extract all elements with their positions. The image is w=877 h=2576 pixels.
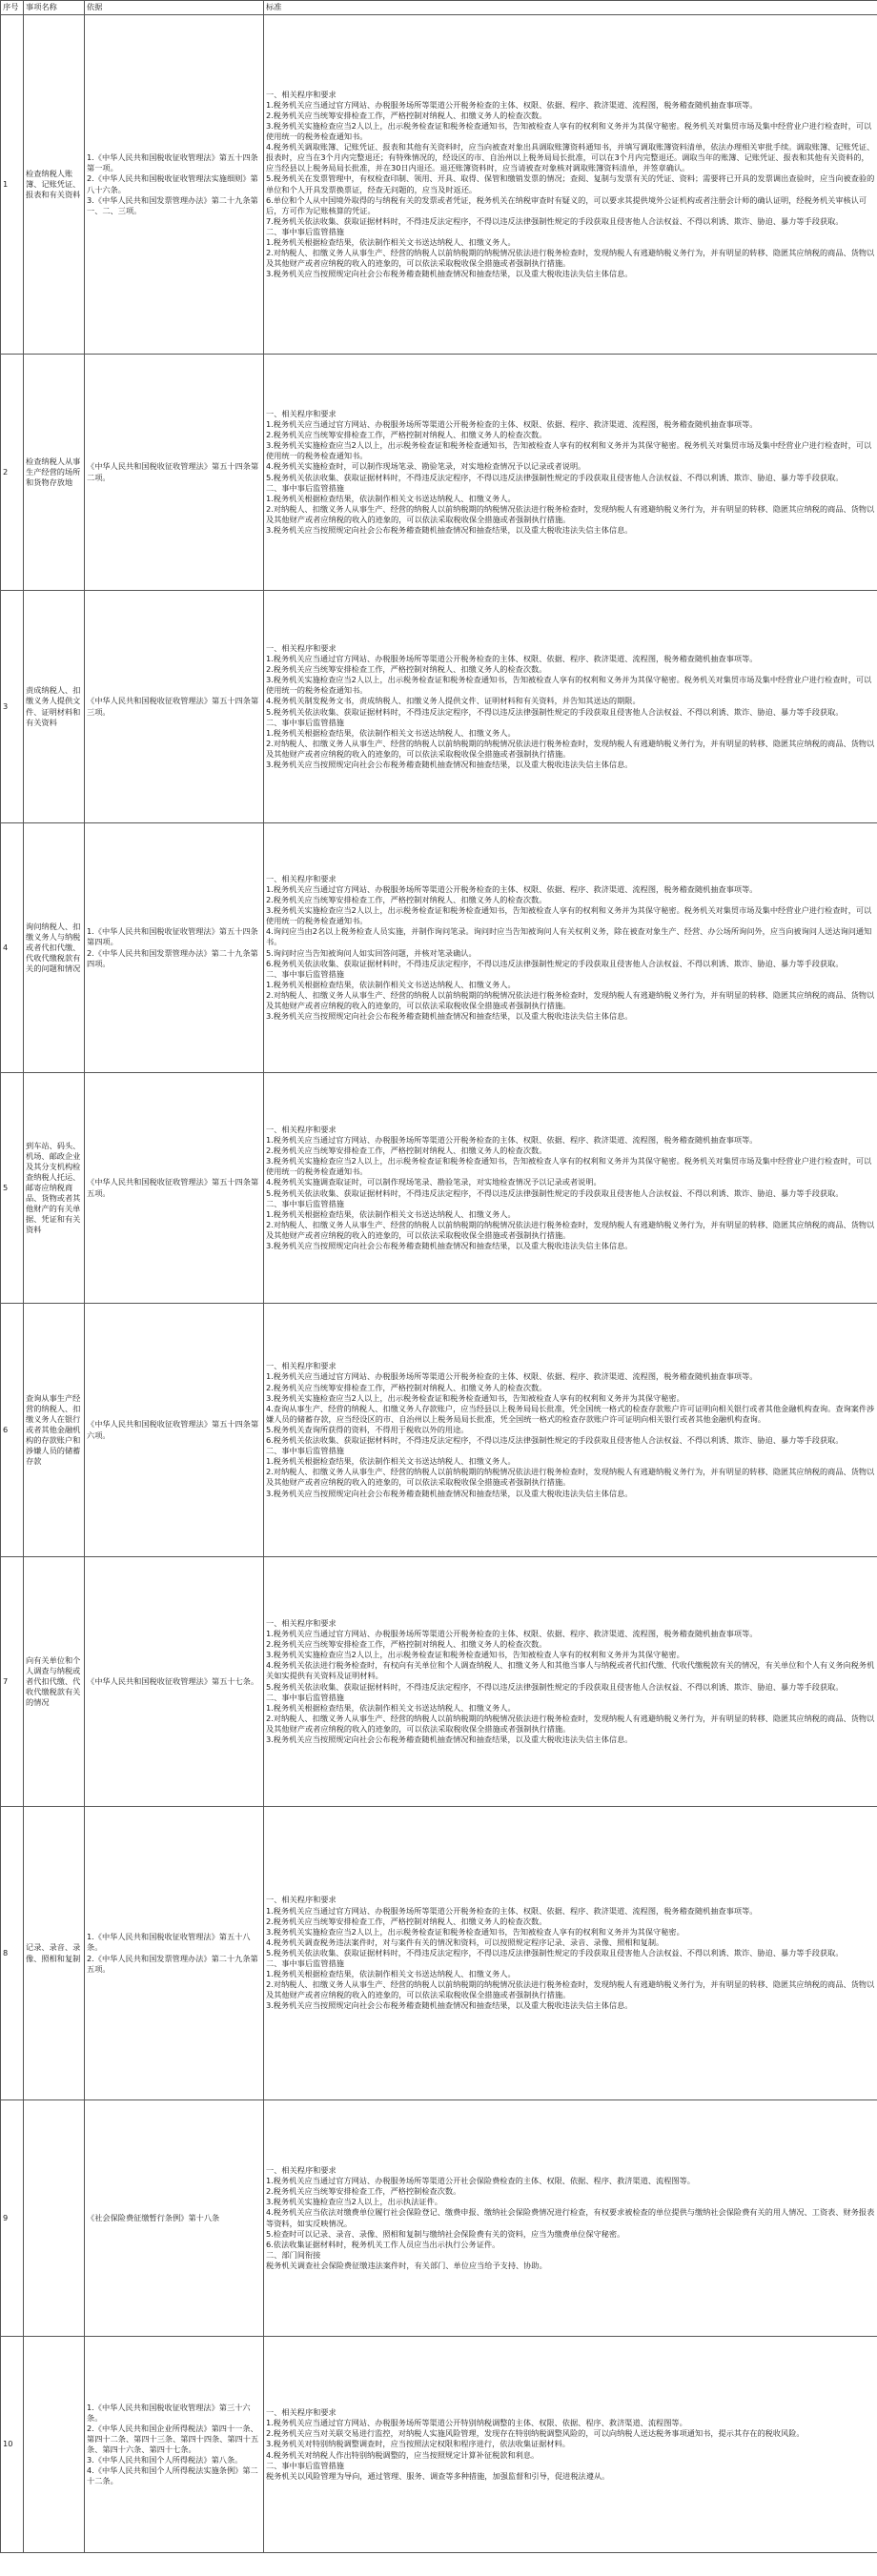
row-standard xyxy=(264,1557,877,1807)
standard-paragraph: 一、相关程序和要求 xyxy=(266,408,337,418)
standard-paragraph: 4.税务机关应当依法对缴费单位履行社会保险登记、缴费申报、缴纳社会保险费情况进行检查，有权要求被检查的单位提供与缴纳社会保险费有关的用人情况、工资表、财务报表等资料，如实反映情况。 xyxy=(266,2207,875,2228)
standard-paragraph: 二、事中事后监管措施 xyxy=(266,1198,344,1208)
row-basis xyxy=(85,591,264,823)
row-item-name: 检查纳税人从事生产经营的场所和货物存放地 xyxy=(24,355,85,591)
standard-paragraph: 4.税务机关实施检查时，可以制作现场笔录、勘验笔录，对实地检查情况予以记录或者说明。 xyxy=(266,461,586,472)
basis-clause: 《社会保险费征缴暂行条例》第十八条 xyxy=(87,2212,220,2222)
standard-paragraph: 4.税务机关调取账簿、记账凭证、报表和其他有关资料时，应当向被查对象出具调取账簿资料通知书，并填写调取账簿资料清单，依法办理相关审批手续。调取账簿、记账凭证、报表时，应当在3个月内完整退还；有特殊情况的，经设区的市、自治州以上税务局局长批准，可以在3个月内完整退还。调取当年的账簿、记账凭证、报表和其他有关资料的，应当经县以上税务局局长批准，并在30日内退还。退还账簿资料时，应当请被查对象核对调取账簿资料清单，并签章确认。 xyxy=(266,142,875,173)
standard-paragraph: 2.对纳税人、扣缴义务人从事生产、经营的纳税人以前纳税期的纳税情况依法进行税务检查时，发现纳税人有逃避纳税义务行为，并有明显的转移、隐匿其应纳税的商品、货物以及其他财产或者应纳税的收入的迹象的，可以依法采取税收保全措施或者强制执行措施。 xyxy=(266,248,875,269)
row-standard xyxy=(264,1807,877,2100)
standard-paragraph: 1.税务机关根据检查结果，依法制作相关文书送达纳税人、扣缴义务人。 xyxy=(266,236,516,247)
table-row xyxy=(1,2100,877,2337)
standard-paragraph: 税务机关调查社会保险费征缴违法案件时，有关部门、单位应当给予支持、协助。 xyxy=(266,2260,547,2270)
row-basis xyxy=(85,15,264,355)
standard-paragraph: 5.税务机关查询所获得的资料，不得用于税收以外的用途。 xyxy=(266,1424,469,1434)
standard-paragraph: 3.税务机关应当按照规定向社会公布税务稽查随机抽查情况和抽查结果，以及重大税收违法失信主体信息。 xyxy=(266,524,633,535)
header-item-name: 事项名称 xyxy=(24,1,85,15)
basis-clause: 《中华人民共和国税收征收管理法》第五十四条第六项。 xyxy=(87,1419,259,1440)
standard-paragraph: 2.税务机关应当统筹安排检查工作，严格控制对纳税人、扣缴义务人的检查次数。 xyxy=(266,895,547,905)
row-standard xyxy=(264,2337,877,2553)
standard-paragraph: 3.税务机关应当按照规定向社会公布税务稽查随机抽查情况和抽查结果，以及重大税收违法失信主体信息。 xyxy=(266,1488,633,1498)
basis-clause: 3.《中华人民共和国个人所得税法》第八条。 xyxy=(87,2455,243,2465)
standard-paragraph: 1.税务机关根据检查结果，依法制作相关文书送达纳税人、扣缴义务人。 xyxy=(266,1702,516,1713)
standard-paragraph: 1.税务机关根据检查结果，依法制作相关文书送达纳税人、扣缴义务人。 xyxy=(266,727,516,738)
row-item-name xyxy=(24,2337,85,2553)
standard-paragraph: 二、事中事后监管措施 xyxy=(266,1692,344,1702)
table-header xyxy=(1,1,877,15)
standard-paragraph: 3.税务机关实施检查应当2人以上，出示税务检查证和税务检查通知书，告知被检查人享有的权利和义务并为其保守秘密。税务机关对集贸市场及集中经营业户进行检查时，可以使用统一的税务检查通知书。 xyxy=(266,440,872,461)
standard-paragraph: 3.税务机关实施检查应当2人以上，出示税务检查证和税务检查通知书，告知被检查人享有的权利和义务并为其保守秘密。税务机关对集贸市场及集中经营业户进行检查时，可以使用统一的税务检查通知书。 xyxy=(266,1156,872,1177)
basis-clause: 《中华人民共和国税收征收管理法》第五十七条。 xyxy=(87,1675,259,1686)
row-basis xyxy=(85,1304,264,1557)
standard-paragraph: 1.税务机关根据检查结果，依法制作相关文书送达纳税人、扣缴义务人。 xyxy=(266,1208,516,1219)
standard-paragraph: 4.税务机关制发税务文书，责成纳税人、扣缴义务人提供文件、证明材料和有关资料，并告知其送达的期限。 xyxy=(266,696,641,706)
row-serial-number: 4 xyxy=(1,823,24,1073)
row-serial-number: 10 xyxy=(1,2337,24,2553)
standard-paragraph: 二、事中事后监管措施 xyxy=(266,1958,344,1969)
table-row xyxy=(1,823,877,1073)
standard-paragraph: 5.税务机关依法收集、获取证据材料时，不得违反法定程序，不得以违反法律强制性规定的手段获取且侵害他人合法权益、不得以利诱、欺诈、胁迫、暴力等手段获取。 xyxy=(266,472,844,482)
standard-paragraph: 二、事中事后监管措施 xyxy=(266,482,344,493)
standard-paragraph: 二、事中事后监管措施 xyxy=(266,717,344,727)
basis-clause: 2.《中华人民共和国发票管理办法》第二十九条第四项。 xyxy=(87,947,258,968)
standard-paragraph: 5.税务机关依法收集、获取证据材料时，不得违反法定程序，不得以违反法律强制性规定的手段获取且侵害他人合法权益、不得以利诱、欺诈、胁迫、暴力等手段获取。 xyxy=(266,1947,844,1957)
standard-paragraph: 二、事中事后监管措施 xyxy=(266,968,344,979)
row-item-name: 查询从事生产经营的纳税人、扣缴义务人在银行或者其他金融机构的存款账户和涉嫌人员的储蓄存款 xyxy=(24,1304,85,1557)
row-serial-number: 8 xyxy=(1,1807,24,2100)
standard-paragraph: 一、相关程序和要求 xyxy=(266,1361,337,1371)
table-row xyxy=(1,1807,877,2100)
row-item-name: 到车站、码头、机场、邮政企业及其分支机构检查纳税人托运、邮寄应纳税商品、货物或者其他财产的有关单据、凭证和有关资料 xyxy=(24,1073,85,1304)
standard-paragraph: 二、事中事后监管措施 xyxy=(266,226,344,236)
standard-paragraph: 1.税务机关应当通过官方网站、办税服务场所等渠道公开税务检查的主体、权限、依据、程序、救济渠道、流程图，税务稽查随机抽查事项等。 xyxy=(266,419,758,430)
standard-paragraph: 6.依法收集证据材料时，税务机关工作人员应当出示执行公务证件。 xyxy=(266,2239,500,2249)
standard-paragraph: 6.单位和个人从中国境外取得的与纳税有关的发票或者凭证，税务机关在纳税审查时有疑义的，可以要求其提供境外公证机构或者注册会计师的确认证明，经税务机关审核认可后，方可作为记账核算的凭证。 xyxy=(266,194,867,215)
standard-paragraph: 6.税务机关依法收集、获取证据材料时，不得违反法定程序，不得以违反法律强制性规定的手段获取且侵害他人合法权益、不得以利诱、欺诈、胁迫、暴力等手段获取。 xyxy=(266,958,844,968)
standard-paragraph: 2.对纳税人、扣缴义务人从事生产、经营的纳税人以前纳税期的纳税情况依法进行税务检查时，发现纳税人有逃避纳税义务行为，并有明显的转移、隐匿其应纳税的商品、货物以及其他财产或者应纳税的收入的迹象的，可以依法采取税收保全措施或者强制执行措施。 xyxy=(266,989,875,1010)
row-basis xyxy=(85,2337,264,2553)
standard-paragraph: 1.税务机关根据检查结果，依法制作相关文书送达纳税人、扣缴义务人。 xyxy=(266,493,516,503)
table-row xyxy=(1,591,877,823)
standard-paragraph: 2.对纳税人、扣缴义务人从事生产、经营的纳税人以前纳税期的纳税情况依法进行税务检查时，发现纳税人有逃避纳税义务行为，并有明显的转移、隐匿其应纳税的商品、货物以及其他财产或者应纳税的收入的迹象的，可以依法采取税收保全措施或者强制执行措施。 xyxy=(266,503,875,524)
row-item-name: 检查纳税人账簿、记账凭证、报表和有关资料 xyxy=(24,15,85,355)
standard-paragraph: 2.税务机关应当统筹安排检查工作，严格控制对纳税人、扣缴义务人的检查次数。 xyxy=(266,664,547,675)
standard-paragraph: 1.税务机关应当通过官方网站、办税服务场所等渠道公开社会保险费检查的主体、权限、依据、程序、救济渠道、流程图等。 xyxy=(266,2176,695,2186)
standard-paragraph: 一、相关程序和要求 xyxy=(266,873,337,883)
standard-paragraph: 2.对纳税人、扣缴义务人从事生产、经营的纳税人以前纳税期的纳税情况依法进行税务检查时，发现纳税人有逃避纳税义务行为，并有明显的转移、隐匿其应纳税的商品、货物以及其他财产或者应纳税的收入的迹象的，可以依法采取税收保全措施或者强制执行措施。 xyxy=(266,1713,875,1734)
standard-paragraph: 3.税务机关应当按照规定向社会公布税务稽查随机抽查情况和抽查结果，以及重大税收违法失信主体信息。 xyxy=(266,2000,633,2011)
standard-paragraph: 一、相关程序和要求 xyxy=(266,642,337,653)
row-item-name: 询问纳税人、扣缴义务人与纳税或者代扣代缴、代收代缴税款有关的问题和情况 xyxy=(24,823,85,1073)
standard-paragraph: 2.税务机关应当统筹安排检查工作，严格控制对纳税人、扣缴义务人的检查次数。 xyxy=(266,110,547,120)
basis-clause: 4.《中华人民共和国个人所得税法实施条例》第二十二条。 xyxy=(87,2465,258,2486)
standard-paragraph: 一、相关程序和要求 xyxy=(266,89,337,99)
header-standard: 标准 xyxy=(264,1,877,15)
standard-paragraph: 3.税务机关实施检查应当2人以上，出示税务检查证和税务检查通知书，告知被检查人享有的权利和义务并为其保守秘密。 xyxy=(266,1392,684,1403)
standard-paragraph: 2.税务机关应当统筹安排检查工作，严格控制对纳税人、扣缴义务人的检查次数。 xyxy=(266,1639,547,1650)
basis-clause: 1.《中华人民共和国税收征收管理法》第五十四条第四项。 xyxy=(87,926,258,947)
standard-paragraph: 二、事中事后监管措施 xyxy=(266,1446,344,1456)
row-serial-number: 7 xyxy=(1,1557,24,1807)
standard-paragraph: 2.对纳税人、扣缴义务人从事生产、经营的纳税人以前纳税期的纳税情况依法进行税务检查时，发现纳税人有逃避纳税义务行为，并有明显的转移、隐匿其应纳税的商品、货物以及其他财产或者应纳税的收入的迹象的，可以依法采取税收保全措施或者强制执行措施。 xyxy=(266,738,875,759)
standard-paragraph: 2.税务机关应当统筹安排检查工作，严格控制对纳税人、扣缴义务人的检查次数。 xyxy=(266,1146,547,1156)
standard-paragraph: 1.税务机关应当通过官方网站、办税服务场所等渠道公开特别纳税调整的主体、权限、依据、程序、救济渠道、流程图等。 xyxy=(266,2418,687,2428)
standard-paragraph: 1.税务机关根据检查结果，依法制作相关文书送达纳税人、扣缴义务人。 xyxy=(266,1969,516,1979)
standard-paragraph: 二、事中事后监管措施 xyxy=(266,2460,344,2470)
standard-paragraph: 1.税务机关应当通过官方网站、办税服务场所等渠道公开税务检查的主体、权限、依据、程序、救济渠道、流程图，税务稽查随机抽查事项等。 xyxy=(266,883,758,894)
standard-paragraph: 4.税务机关依法进行税务检查时，有权向有关单位和个人调查纳税人、扣缴义务人和其他当事人与纳税或者代扣代缴、代收代缴税款有关的情况，有关单位和个人有义务向税务机关如实提供有关资料及证明材料。 xyxy=(266,1660,875,1681)
standard-paragraph: 1.税务机关应当通过官方网站、办税服务场所等渠道公开税务检查的主体、权限、依据、程序、救济渠道、流程图，税务稽查随机抽查事项等。 xyxy=(266,99,758,110)
row-serial-number: 5 xyxy=(1,1073,24,1304)
row-standard xyxy=(264,591,877,823)
standard-paragraph: 一、相关程序和要求 xyxy=(266,2407,337,2418)
standard-paragraph: 5.税务机关依法收集、获取证据材料时，不得违反法定程序，不得以违反法律强制性规定的手段获取且侵害他人合法权益、不得以利诱、欺诈、胁迫、暴力等手段获取。 xyxy=(266,706,844,717)
standard-paragraph: 3.税务机关应当按照规定向社会公布税务稽查随机抽查情况和抽查结果，以及重大税收违法失信主体信息。 xyxy=(266,759,633,769)
standard-paragraph: 4.税务机关调查税务违法案件时，对与案件有关的情况和资料，可以按照规定程序记录、录音、录像、照相和复制。 xyxy=(266,1937,664,1947)
basis-clause: 1.《中华人民共和国税收征收管理法》第五十八条。 xyxy=(87,1932,251,1953)
standard-paragraph: 一、相关程序和要求 xyxy=(266,1617,337,1628)
row-basis xyxy=(85,1073,264,1304)
row-standard xyxy=(264,1073,877,1304)
standard-paragraph: 3.税务机关实施检查应当2人以上，出示税务检查证和税务检查通知书，告知被检查人享有的权利和义务并为其保守秘密。税务机关对集贸市场及集中经营业户进行检查时，可以使用统一的税务检查通知书。 xyxy=(266,675,872,696)
standard-paragraph: 2.税务机关应当统筹安排检查工作，严格控制对纳税人、扣缴义务人的检查次数。 xyxy=(266,430,547,440)
standard-paragraph: 3.税务机关应当按照规定向社会公布税务稽查随机抽查情况和抽查结果，以及重大税收违法失信主体信息。 xyxy=(266,1734,633,1744)
basis-clause: 《中华人民共和国税收征收管理法》第五十四条第二项。 xyxy=(87,461,259,482)
standard-paragraph: 1.税务机关应当通过官方网站、办税服务场所等渠道公开税务检查的主体、权限、依据、程序、救济渠道、流程图，税务稽查随机抽查事项等。 xyxy=(266,1905,758,1916)
standard-paragraph: 一、相关程序和要求 xyxy=(266,2165,337,2176)
standard-paragraph: 3.税务机关对特别纳税调整调查时，应当按照法定权限和程序进行，依法收集证据材料。 xyxy=(266,2439,570,2449)
basis-clause: 2.《中华人民共和国发票管理办法》第二十九条第五项。 xyxy=(87,1953,258,1974)
standard-paragraph: 3.税务机关应当按照规定向社会公布税务稽查随机抽查情况和抽查结果，以及重大税收违法失信主体信息。 xyxy=(266,1240,633,1250)
row-basis xyxy=(85,355,264,591)
standard-paragraph: 2.税务机关应当统筹安排检查工作，严格控制检查次数。 xyxy=(266,2186,461,2197)
row-item-name: 责成纳税人、扣缴义务人提供文件、证明材料和有关资料 xyxy=(24,591,85,823)
standard-paragraph: 二、部门间衔接 xyxy=(266,2249,321,2260)
standard-paragraph: 1.税务机关应当通过官方网站、办税服务场所等渠道公开税务检查的主体、权限、依据、程序、救济渠道、流程图，税务稽查随机抽查事项等。 xyxy=(266,1629,758,1639)
row-item-name: 记录、录音、录像、照相和复制 xyxy=(24,1807,85,2100)
row-standard xyxy=(264,15,877,355)
row-basis xyxy=(85,823,264,1073)
row-basis xyxy=(85,2100,264,2337)
standard-paragraph: 6.税务机关依法收集、获取证据材料时，不得违反法定程序，不得以违反法律强制性规定的手段获取且侵害他人合法权益、不得以利诱、欺诈、胁迫、暴力等手段获取。 xyxy=(266,1435,844,1446)
standard-paragraph: 一、相关程序和要求 xyxy=(266,1124,337,1134)
standard-paragraph: 1.税务机关应当通过官方网站、办税服务场所等渠道公开税务检查的主体、权限、依据、程序、救济渠道、流程图，税务稽查随机抽查事项等。 xyxy=(266,654,758,664)
standard-paragraph: 2.对纳税人、扣缴义务人从事生产、经营的纳税人以前纳税期的纳税情况依法进行税务检查时，发现纳税人有逃避纳税义务行为，并有明显的转移、隐匿其应纳税的商品、货物以及其他财产或者应纳税的收入的迹象的，可以依法采取税收保全措施或者强制执行措施。 xyxy=(266,1979,875,2000)
row-standard xyxy=(264,823,877,1073)
row-basis xyxy=(85,1557,264,1807)
standard-paragraph: 一、相关程序和要求 xyxy=(266,1895,337,1905)
standard-paragraph: 5.检查时可以记录、录音、录像、照相和复制与缴纳社会保险费有关的资料，应当为缴费单位保守秘密。 xyxy=(266,2228,625,2239)
standard-paragraph: 3.税务机关实施检查应当2人以上，出示税务检查证和税务检查通知书，告知被检查人享有的权利和义务并为其保守秘密。税务机关对集贸市场及集中经营业户进行检查时，可以使用统一的税务检查通知书。 xyxy=(266,120,872,142)
standard-paragraph: 2.对纳税人、扣缴义务人从事生产、经营的纳税人以前纳税期的纳税情况依法进行税务检查时，发现纳税人有逃避纳税义务行为，并有明显的转移、隐匿其应纳税的商品、货物以及其他财产或者应纳税的收入的迹象的，可以依法采取税收保全措施或者强制执行措施。 xyxy=(266,1467,875,1488)
standard-paragraph: 1.税务机关应当通过官方网站、办税服务场所等渠道公开税务检查的主体、权限、依据、程序、救济渠道、流程图，税务稽查随机抽查事项等。 xyxy=(266,1135,758,1146)
standard-paragraph: 1.税务机关根据检查结果，依法制作相关文书送达纳税人、扣缴义务人。 xyxy=(266,1456,516,1467)
standard-paragraph: 3.税务机关实施检查应当2人以上，出示税务检查证和税务检查通知书，告知被检查人享有的权利和义务并为其保守秘密。 xyxy=(266,1926,684,1937)
standard-paragraph: 1.税务机关根据检查结果，依法制作相关文书送达纳税人、扣缴义务人。 xyxy=(266,979,516,989)
row-standard xyxy=(264,1304,877,1557)
basis-clause: 2.《中华人民共和国税收征收管理法实施细则》第八十六条。 xyxy=(87,173,258,194)
basis-clause: 《中华人民共和国税收征收管理法》第五十四条第三项。 xyxy=(87,696,259,717)
table-row xyxy=(1,15,877,355)
standard-paragraph: 4.税务机关实施调查取证时，可以制作现场笔录、勘验笔录，对实地检查情况予以记录或者说明。 xyxy=(266,1177,602,1187)
standard-paragraph: 2.税务机关应当统筹安排检查工作，严格控制对纳税人、扣缴义务人的检查次数。 xyxy=(266,1916,547,1926)
standard-paragraph: 3.税务机关应当按照规定向社会公布税务稽查随机抽查情况和抽查结果，以及重大税收违法失信主体信息。 xyxy=(266,269,633,279)
standard-paragraph: 5.税务机关依法收集、获取证据材料时，不得违反法定程序，不得以违反法律强制性规定的手段获取且侵害他人合法权益、不得以利诱、欺诈、胁迫、暴力等手段获取。 xyxy=(266,1187,844,1198)
table-row xyxy=(1,1557,877,1807)
standard-paragraph: 7.税务机关依法收集、获取证据材料时，不得违反法定程序，不得以违反法律强制性规定的手段获取且侵害他人合法权益、不得以利诱、欺诈、胁迫、暴力等手段获取。 xyxy=(266,215,844,226)
row-serial-number: 2 xyxy=(1,355,24,591)
basis-clause: 1.《中华人民共和国税收征收管理法》第五十四条第一项。 xyxy=(87,152,258,173)
standard-paragraph: 3.税务机关实施检查应当2人以上，出示税务检查证和税务检查通知书，告知被检查人享有的权利和义务并为其保守秘密。税务机关对集贸市场及集中经营业户进行检查时，可以使用统一的税务检查通知书。 xyxy=(266,905,872,926)
standard-paragraph: 5.税务机关依法收集、获取证据材料时，不得违反法定程序，不得以违反法律强制性规定的手段获取且侵害他人合法权益、不得以利诱、欺诈、胁迫、暴力等手段获取。 xyxy=(266,1681,844,1692)
table-row xyxy=(1,1073,877,1304)
standard-paragraph: 3.税务机关实施检查应当2人以上，出示税务检查证和税务检查通知书，告知被检查人享有的权利和义务并为其保守秘密。 xyxy=(266,1650,684,1660)
standard-paragraph: 1.税务机关应当通过官方网站、办税服务场所等渠道公开税务检查的主体、权限、依据、程序、救济渠道、流程图，税务稽查随机抽查事项等。 xyxy=(266,1371,758,1382)
standard-paragraph: 2.税务机关应当统筹安排检查工作，严格控制对纳税人、扣缴义务人的检查次数。 xyxy=(266,1382,547,1392)
row-serial-number: 6 xyxy=(1,1304,24,1557)
row-standard xyxy=(264,355,877,591)
standard-paragraph: 5.税务机关在发票管理中，有权检查印制、领用、开具、取得、保管和缴销发票的情况；查阅、复制与发票有关的凭证、资料；需要将已开具的发票调出查验时，应当向被查验的单位和个人开具发票换票证，经查无问题的，应当及时返还。 xyxy=(266,173,875,194)
basis-clause: 《中华人民共和国税收征收管理法》第五十四条第五项。 xyxy=(87,1177,259,1198)
basis-clause: 2.《中华人民共和国企业所得税法》第四十一条、第四十二条、第四十三条、第四十四条、第四十五条、第四十六条、第四十七条。 xyxy=(87,2423,259,2454)
standard-paragraph: 税务机关以风险管理为导向，通过管理、服务、调查等多种措施，加强监督和引导，促进税法遵从。 xyxy=(266,2470,610,2481)
header-basis: 依据 xyxy=(85,1,264,15)
standard-paragraph: 4.查询从事生产、经营的纳税人、扣缴义务人存款账户，应当经县以上税务局局长批准，凭全国统一格式的检查存款账户许可证明向相关银行或者其他金融机构查询。查询案件涉嫌人员的储蓄存款，应当经设区的市、自治州以上税务局局长批准，凭全国统一格式的检查存款账户许可证明向相关银行或者其他金融机构查询。 xyxy=(266,1403,875,1424)
table-row xyxy=(1,2337,877,2553)
standard-paragraph: 4.询问应当由2名以上税务检查人员实施，并制作询问笔录。询问时应当告知被询问人有关权利义务，除在被查对象生产、经营、办公场所询问外，应当向被询问人送达询问通知书。 xyxy=(266,926,872,947)
basis-clause: 3.《中华人民共和国发票管理办法》第二十九条第一、二、三项。 xyxy=(87,194,258,215)
basis-clause: 1.《中华人民共和国税收征收管理法》第三十六条。 xyxy=(87,2402,251,2423)
row-item-name xyxy=(24,2100,85,2337)
row-basis xyxy=(85,1807,264,2100)
row-serial-number: 9 xyxy=(1,2100,24,2337)
row-item-name: 向有关单位和个人调查与纳税或者代扣代缴、代收代缴税款有关的情况 xyxy=(24,1557,85,1807)
standard-paragraph: 3.税务机关应当按照规定向社会公布税务稽查随机抽查情况和抽查结果，以及重大税收违法失信主体信息。 xyxy=(266,1011,633,1022)
row-serial-number: 1 xyxy=(1,15,24,355)
standard-paragraph: 2.对纳税人、扣缴义务人从事生产、经营的纳税人以前纳税期的纳税情况依法进行税务检查时，发现纳税人有逃避纳税义务行为，并有明显的转移、隐匿其应纳税的商品、货物以及其他财产或者应纳税的收入的迹象的，可以依法采取税收保全措施或者强制执行措施。 xyxy=(266,1219,875,1240)
table-row xyxy=(1,1304,877,1557)
standard-paragraph: 4.税务机关对纳税人作出特别纳税调整的，应当按照规定计算补征税款和利息。 xyxy=(266,2449,540,2460)
standard-paragraph: 5.询问时应当告知被询问人如实回答问题，并核对笔录确认。 xyxy=(266,947,477,958)
table-row xyxy=(1,355,877,591)
row-standard xyxy=(264,2100,877,2337)
row-serial-number: 3 xyxy=(1,591,24,823)
header-serial-number: 序号 xyxy=(1,1,24,15)
standard-paragraph: 3.税务机关实施检查应当2人以上，出示执法证件。 xyxy=(266,2197,442,2207)
standard-paragraph: 2.税务机关应当对关联交易进行监控，对纳税人实施风险管理，发现存在特别纳税调整风险的，可以向纳税人送达税务事项通知书，提示其存在的税收风险。 xyxy=(266,2428,805,2439)
